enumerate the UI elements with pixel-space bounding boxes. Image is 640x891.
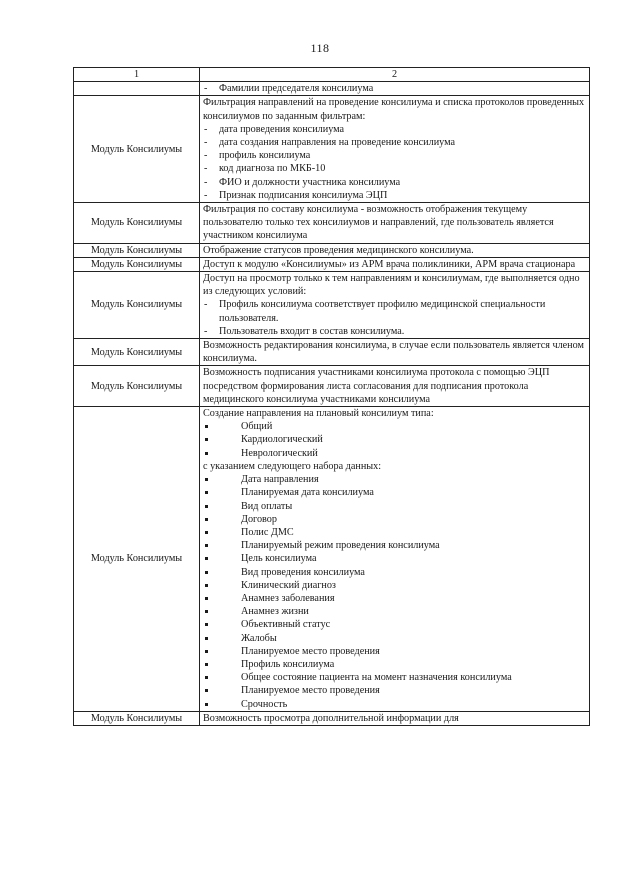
requirement-list bbox=[203, 82, 586, 95]
list-item: Неврологический bbox=[203, 447, 586, 460]
list-item: Профиль консилиума bbox=[203, 658, 586, 671]
table-row bbox=[74, 366, 590, 407]
module-cell: Модуль Консилиумы bbox=[74, 339, 200, 366]
table-row bbox=[74, 407, 590, 712]
table-body bbox=[74, 82, 590, 726]
requirement-list bbox=[203, 298, 586, 338]
module-cell: Модуль Консилиумы bbox=[74, 366, 200, 407]
requirements-table bbox=[73, 67, 590, 726]
module-cell bbox=[74, 82, 200, 96]
description-text: Отображение статусов проведения медицинского консилиума. bbox=[203, 244, 474, 256]
list-item: - код диагноза по МКБ-10 bbox=[203, 162, 586, 175]
description-cell bbox=[200, 96, 590, 203]
module-cell: Модуль Консилиумы bbox=[74, 711, 200, 725]
column-header-2: 2 bbox=[200, 68, 590, 82]
table-row bbox=[74, 711, 590, 725]
table-row bbox=[74, 96, 590, 203]
list-item: - профиль консилиума bbox=[203, 149, 586, 162]
list-item: Полис ДМС bbox=[203, 526, 586, 539]
requirement-list bbox=[203, 420, 586, 460]
list-item: Общий bbox=[203, 420, 586, 433]
requirement-list bbox=[203, 123, 586, 202]
description-text: Фильтрация направлений на проведение консилиума и списка протоколов проведенных консилиумов по заданным фильтрам: bbox=[203, 97, 585, 122]
description-text: Возможность редактирования консилиума, в случае если пользователь является членом консилиума. bbox=[203, 340, 584, 365]
description-cell bbox=[200, 257, 590, 271]
list-item: Кардиологический bbox=[203, 433, 586, 446]
list-item: Цель консилиума bbox=[203, 552, 586, 565]
requirement-list bbox=[203, 473, 586, 711]
list-item: - дата создания направления на проведение консилиума bbox=[203, 136, 586, 149]
module-cell: Модуль Консилиумы bbox=[74, 407, 200, 712]
description-text: с указанием следующего набора данных: bbox=[203, 460, 382, 472]
description-cell bbox=[200, 339, 590, 366]
list-item: - Фамилии председателя консилиума bbox=[203, 82, 586, 95]
list-item: Анамнез жизни bbox=[203, 605, 586, 618]
list-item: Планируемая дата консилиума bbox=[203, 486, 586, 499]
description-text: Возможность подписания участниками консилиума протокола с помощью ЭЦП посредством формирования листа согласования для подписания протокола медицинского консилиума участниками консилиума bbox=[203, 367, 550, 405]
module-cell: Модуль Консилиумы bbox=[74, 203, 200, 244]
table-header-row bbox=[74, 68, 590, 82]
list-item: - дата проведения консилиума bbox=[203, 123, 586, 136]
description-cell bbox=[200, 243, 590, 257]
description-text: Возможность просмотра дополнительной информации для bbox=[203, 712, 459, 724]
module-cell: Модуль Консилиумы bbox=[74, 243, 200, 257]
list-item: - Пользователь входит в состав консилиума. bbox=[203, 325, 586, 338]
list-item: Вид проведения консилиума bbox=[203, 566, 586, 579]
description-text: Фильтрация по составу консилиума - возможность отображения текущему пользователю только тех консилиумов и направлений, где пользователь является участником консилиума bbox=[203, 204, 554, 242]
list-item: Объективный статус bbox=[203, 618, 586, 631]
table-row bbox=[74, 257, 590, 271]
table-row bbox=[74, 82, 590, 96]
list-item: Планируемое место проведения bbox=[203, 684, 586, 697]
description-cell bbox=[200, 203, 590, 244]
list-item: Анамнез заболевания bbox=[203, 592, 586, 605]
list-item: Жалобы bbox=[203, 632, 586, 645]
list-item: - ФИО и должности участника консилиума bbox=[203, 176, 586, 189]
description-text: Доступ на просмотр только к тем направлениям и консилиумам, где выполняется одно из следующих условий: bbox=[203, 273, 580, 298]
column-header-1: 1 bbox=[74, 68, 200, 82]
list-item: Срочность bbox=[203, 698, 586, 711]
list-item: Планируемое место проведения bbox=[203, 645, 586, 658]
description-cell bbox=[200, 407, 590, 712]
table-row bbox=[74, 339, 590, 366]
table-row bbox=[74, 272, 590, 339]
list-item: Дата направления bbox=[203, 473, 586, 486]
page-number: 118 bbox=[310, 41, 330, 55]
description-cell bbox=[200, 366, 590, 407]
table-row bbox=[74, 243, 590, 257]
list-item: - Профиль консилиума соответствует профилю медицинской специальности пользователя. bbox=[203, 298, 586, 324]
module-cell: Модуль Консилиумы bbox=[74, 96, 200, 203]
description-text: Создание направления на плановый консилиум типа: bbox=[203, 408, 434, 420]
module-cell: Модуль Консилиумы bbox=[74, 272, 200, 339]
table-row bbox=[74, 203, 590, 244]
list-item: Планируемый режим проведения консилиума bbox=[203, 539, 586, 552]
list-item: Договор bbox=[203, 513, 586, 526]
list-item: Вид оплаты bbox=[203, 500, 586, 513]
description-text: Доступ к модулю «Консилиумы» из АРМ врача поликлиники, АРМ врача стационара bbox=[203, 258, 576, 270]
description-cell bbox=[200, 272, 590, 339]
description-cell bbox=[200, 82, 590, 96]
description-cell bbox=[200, 711, 590, 725]
list-item: Общее состояние пациента на момент назначения консилиума bbox=[203, 671, 586, 684]
list-item: Клинический диагноз bbox=[203, 579, 586, 592]
list-item: - Признак подписания консилиума ЭЦП bbox=[203, 189, 586, 202]
module-cell: Модуль Консилиумы bbox=[74, 257, 200, 271]
